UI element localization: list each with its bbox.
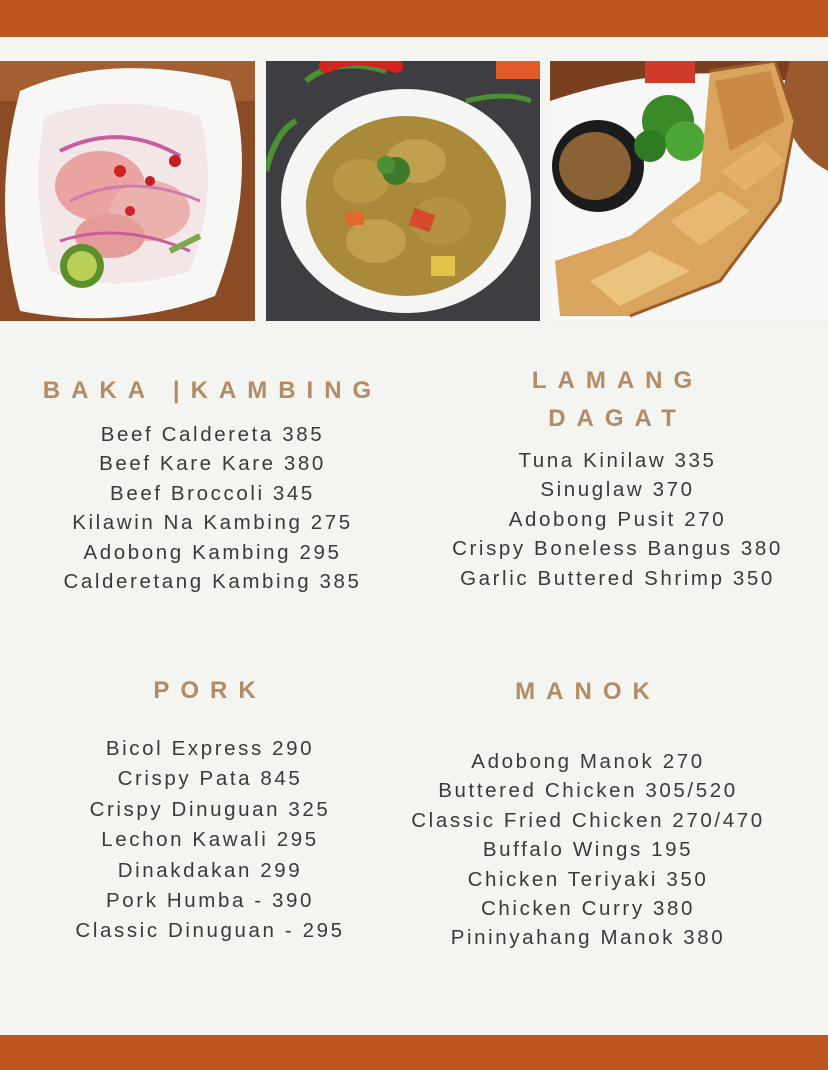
section-pork — [20, 672, 400, 947]
section-manok — [388, 673, 788, 953]
menu-item: Crispy Pata 845 — [117, 767, 303, 791]
menu-item: Pork Humba - 390 — [106, 889, 314, 913]
menu-item: Chicken Curry 380 — [481, 897, 695, 921]
top-accent-band — [0, 0, 828, 37]
menu-item: Sinuglaw 370 — [540, 478, 695, 502]
food-photo-kinilaw — [0, 61, 255, 321]
section-title: PORK — [153, 677, 267, 704]
menu-items-list — [388, 747, 788, 953]
menu-item: Lechon Kawali 295 — [101, 828, 319, 852]
section-baka-kambing — [20, 372, 405, 596]
section-title-line2: DAGAT — [548, 405, 687, 432]
menu-items-list — [20, 734, 400, 947]
menu-item: Tuna Kinilaw 335 — [518, 449, 717, 472]
menu-items-list — [430, 446, 805, 593]
menu-item: Beef Broccoli 345 — [110, 481, 315, 505]
menu-item: Beef Caldereta 385 — [100, 423, 325, 446]
menu-item: Garlic Buttered Shrimp 350 — [460, 566, 775, 590]
menu-item: Calderetang Kambing 385 — [63, 570, 362, 594]
section-title: MANOK — [515, 678, 661, 705]
section-title: BAKA |KAMBING — [42, 377, 383, 404]
menu-items-list — [20, 420, 405, 596]
menu-item: Bicol Express 290 — [105, 737, 315, 760]
section-lamang-dagat — [430, 362, 805, 593]
section-title-line1: LAMANG — [531, 367, 704, 394]
menu-item: Classic Dinuguan - 295 — [75, 919, 345, 943]
menu-item: Dinakdakan 299 — [117, 858, 303, 882]
menu-item: Crispy Dinuguan 325 — [89, 797, 331, 821]
food-photo-curry — [266, 61, 540, 321]
menu-item: Beef Kare Kare 380 — [99, 452, 326, 476]
menu-item: Adobong Kambing 295 — [83, 540, 342, 564]
menu-item: Adobong Pusit 270 — [508, 507, 727, 531]
menu-item: Adobong Manok 270 — [471, 750, 705, 773]
menu-item: Kilawin Na Kambing 275 — [72, 511, 353, 535]
menu-item: Pininyahang Manok 380 — [450, 926, 726, 950]
bottom-accent-band — [0, 1035, 828, 1070]
menu-item: Chicken Teriyaki 350 — [467, 867, 709, 891]
menu-item: Crispy Boneless Bangus 380 — [452, 537, 783, 561]
menu-item: Buffalo Wings 195 — [482, 838, 694, 862]
menu-item: Buttered Chicken 305/520 — [438, 779, 738, 803]
menu-item: Classic Fried Chicken 270/470 — [411, 808, 765, 832]
food-photo-lechon-kawali — [550, 61, 828, 321]
